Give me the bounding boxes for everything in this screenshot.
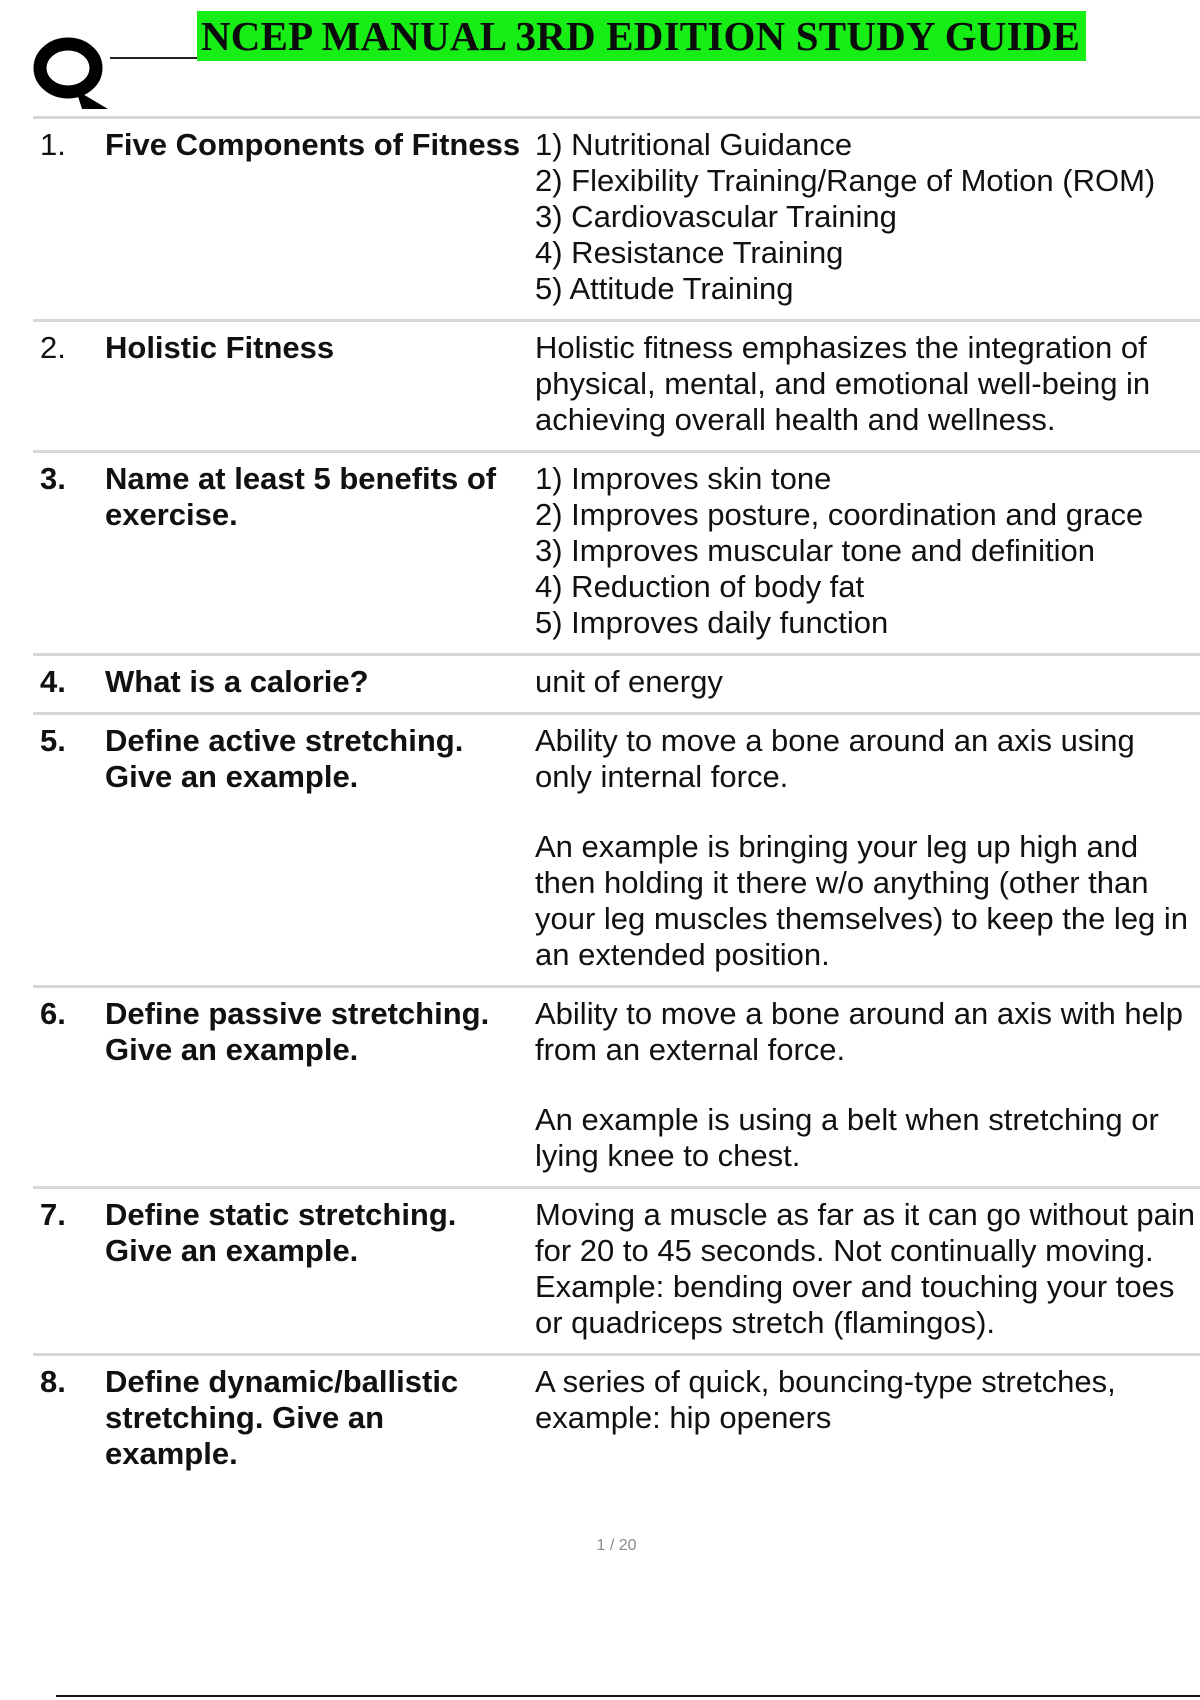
answer-line: 1) Improves skin tone [535, 461, 832, 496]
qa-row [33, 319, 1200, 450]
answer-line: 3) Improves muscular tone and definition [535, 533, 1096, 568]
answer-line: 4) Reduction of body fat [535, 569, 865, 604]
question-term: Name at least 5 benefits of exercise. [105, 461, 497, 532]
answer-definition [535, 723, 1200, 973]
answer-line: 2) Flexibility Training/Range of Motion (ROM) [535, 163, 1156, 198]
answer-line: unit of energy [535, 664, 723, 699]
answer-paragraph [535, 723, 1196, 795]
answer-line: 1) Nutritional Guidance [535, 127, 853, 162]
answer-paragraph [535, 461, 1196, 641]
answer-paragraph [535, 1102, 1196, 1174]
answer-paragraph [535, 996, 1196, 1068]
question-term: What is a calorie? [105, 664, 369, 699]
answer-line: Ability to move a bone around an axis using only internal force. [535, 723, 1135, 794]
qa-row [33, 985, 1200, 1186]
answer-line: 2) Improves posture, coordination and grace [535, 497, 1144, 532]
qa-table [33, 116, 1200, 1484]
qa-row [33, 116, 1200, 319]
answer-definition [535, 1364, 1200, 1472]
question-number: 4. [40, 664, 66, 699]
answer-definition [535, 127, 1200, 307]
q-logo-icon [30, 34, 112, 112]
qa-row [33, 653, 1200, 712]
answer-paragraph [535, 1197, 1196, 1341]
question-number: 8. [40, 1364, 66, 1399]
answer-paragraph [535, 330, 1196, 438]
answer-definition [535, 330, 1200, 438]
qa-row [33, 450, 1200, 653]
answer-definition [535, 1197, 1200, 1341]
qa-row [33, 1353, 1200, 1484]
question-term: Define dynamic/ballistic stretching. Give an example. [105, 1364, 459, 1471]
answer-paragraph [535, 664, 1196, 700]
answer-line: 5) Improves daily function [535, 605, 889, 640]
answer-line: Holistic fitness emphasizes the integration of physical, mental, and emotional well-being in achieving overall health and wellness. [535, 330, 1151, 437]
answer-line: An example is bringing your leg up high and then holding it there w/o anything (other than your leg muscles themselves) to keep the leg in an extended position. [535, 829, 1189, 972]
header-rule [110, 57, 198, 59]
question-number: 7. [40, 1197, 66, 1232]
question-term: Define active stretching. Give an example. [105, 723, 464, 794]
answer-paragraph [535, 829, 1196, 973]
answer-definition [535, 996, 1200, 1174]
question-term: Holistic Fitness [105, 330, 335, 365]
answer-line: Moving a muscle as far as it can go without pain for 20 to 45 seconds. Not continually moving. Example: bending over and touching your toes or quadriceps stretch (flamingos). [535, 1197, 1195, 1340]
question-term: Five Components of Fitness [105, 127, 521, 162]
answer-line: 5) Attitude Training [535, 271, 794, 306]
qa-row [33, 712, 1200, 985]
answer-paragraph [535, 127, 1196, 307]
question-number: 2. [40, 330, 66, 365]
page-indicator: 1 / 20 [596, 1537, 637, 1554]
answer-line: 4) Resistance Training [535, 235, 844, 270]
answer-paragraph [535, 1364, 1196, 1436]
answer-line: Ability to move a bone around an axis with help from an external force. [535, 996, 1183, 1067]
answer-definition [535, 664, 1200, 700]
question-term: Define passive stretching. Give an example. [105, 996, 490, 1067]
question-term: Define static stretching. Give an example. [105, 1197, 457, 1268]
answer-definition [535, 461, 1200, 641]
answer-line: An example is using a belt when stretching or lying knee to chest. [535, 1102, 1159, 1173]
answer-line: A series of quick, bouncing-type stretches, example: hip openers [535, 1364, 1116, 1435]
question-number: 3. [40, 461, 66, 496]
qa-row [33, 1186, 1200, 1353]
bottom-rule [56, 1695, 1200, 1697]
question-number: 1. [40, 127, 66, 162]
answer-line: 3) Cardiovascular Training [535, 199, 897, 234]
document-title: NCEP MANUAL 3RD EDITION STUDY GUIDE [197, 11, 1086, 61]
question-number: 6. [40, 996, 66, 1031]
question-number: 5. [40, 723, 66, 758]
